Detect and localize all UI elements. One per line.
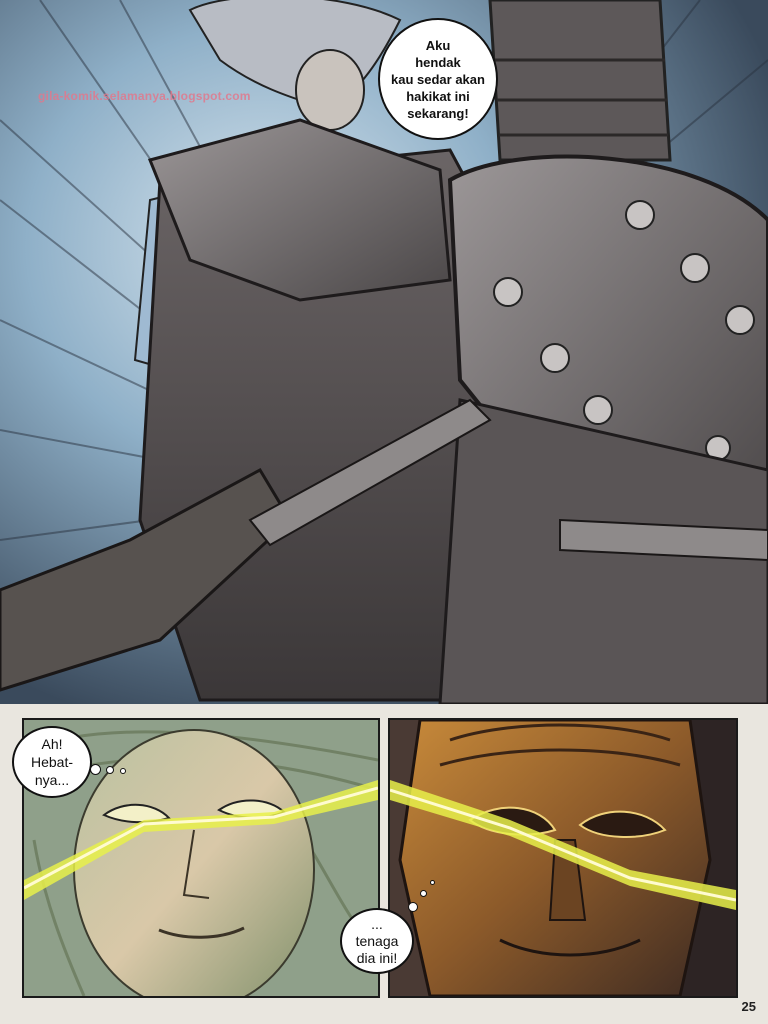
thought-dot — [408, 902, 418, 912]
speech-bubble-top: Aku hendak kau sedar akan hakikat ini sekarang! — [378, 18, 498, 140]
thought-dot — [106, 766, 114, 774]
thought-dot — [120, 768, 126, 774]
page-number: 25 — [741, 999, 756, 1014]
panel-bottom-right-helmet — [388, 718, 738, 998]
thought-bubble-ah: Ah! Hebat- nya... — [12, 726, 92, 798]
thought-dot — [90, 764, 101, 775]
thought-dot — [430, 880, 435, 885]
watermark: gila-komik.selamanya.blogspot.com — [38, 89, 251, 103]
thought-dot — [420, 890, 427, 897]
thought-bubble-tenaga: ... tenaga dia ini! — [340, 908, 414, 974]
armored-helmet-face-illustration — [390, 720, 736, 996]
